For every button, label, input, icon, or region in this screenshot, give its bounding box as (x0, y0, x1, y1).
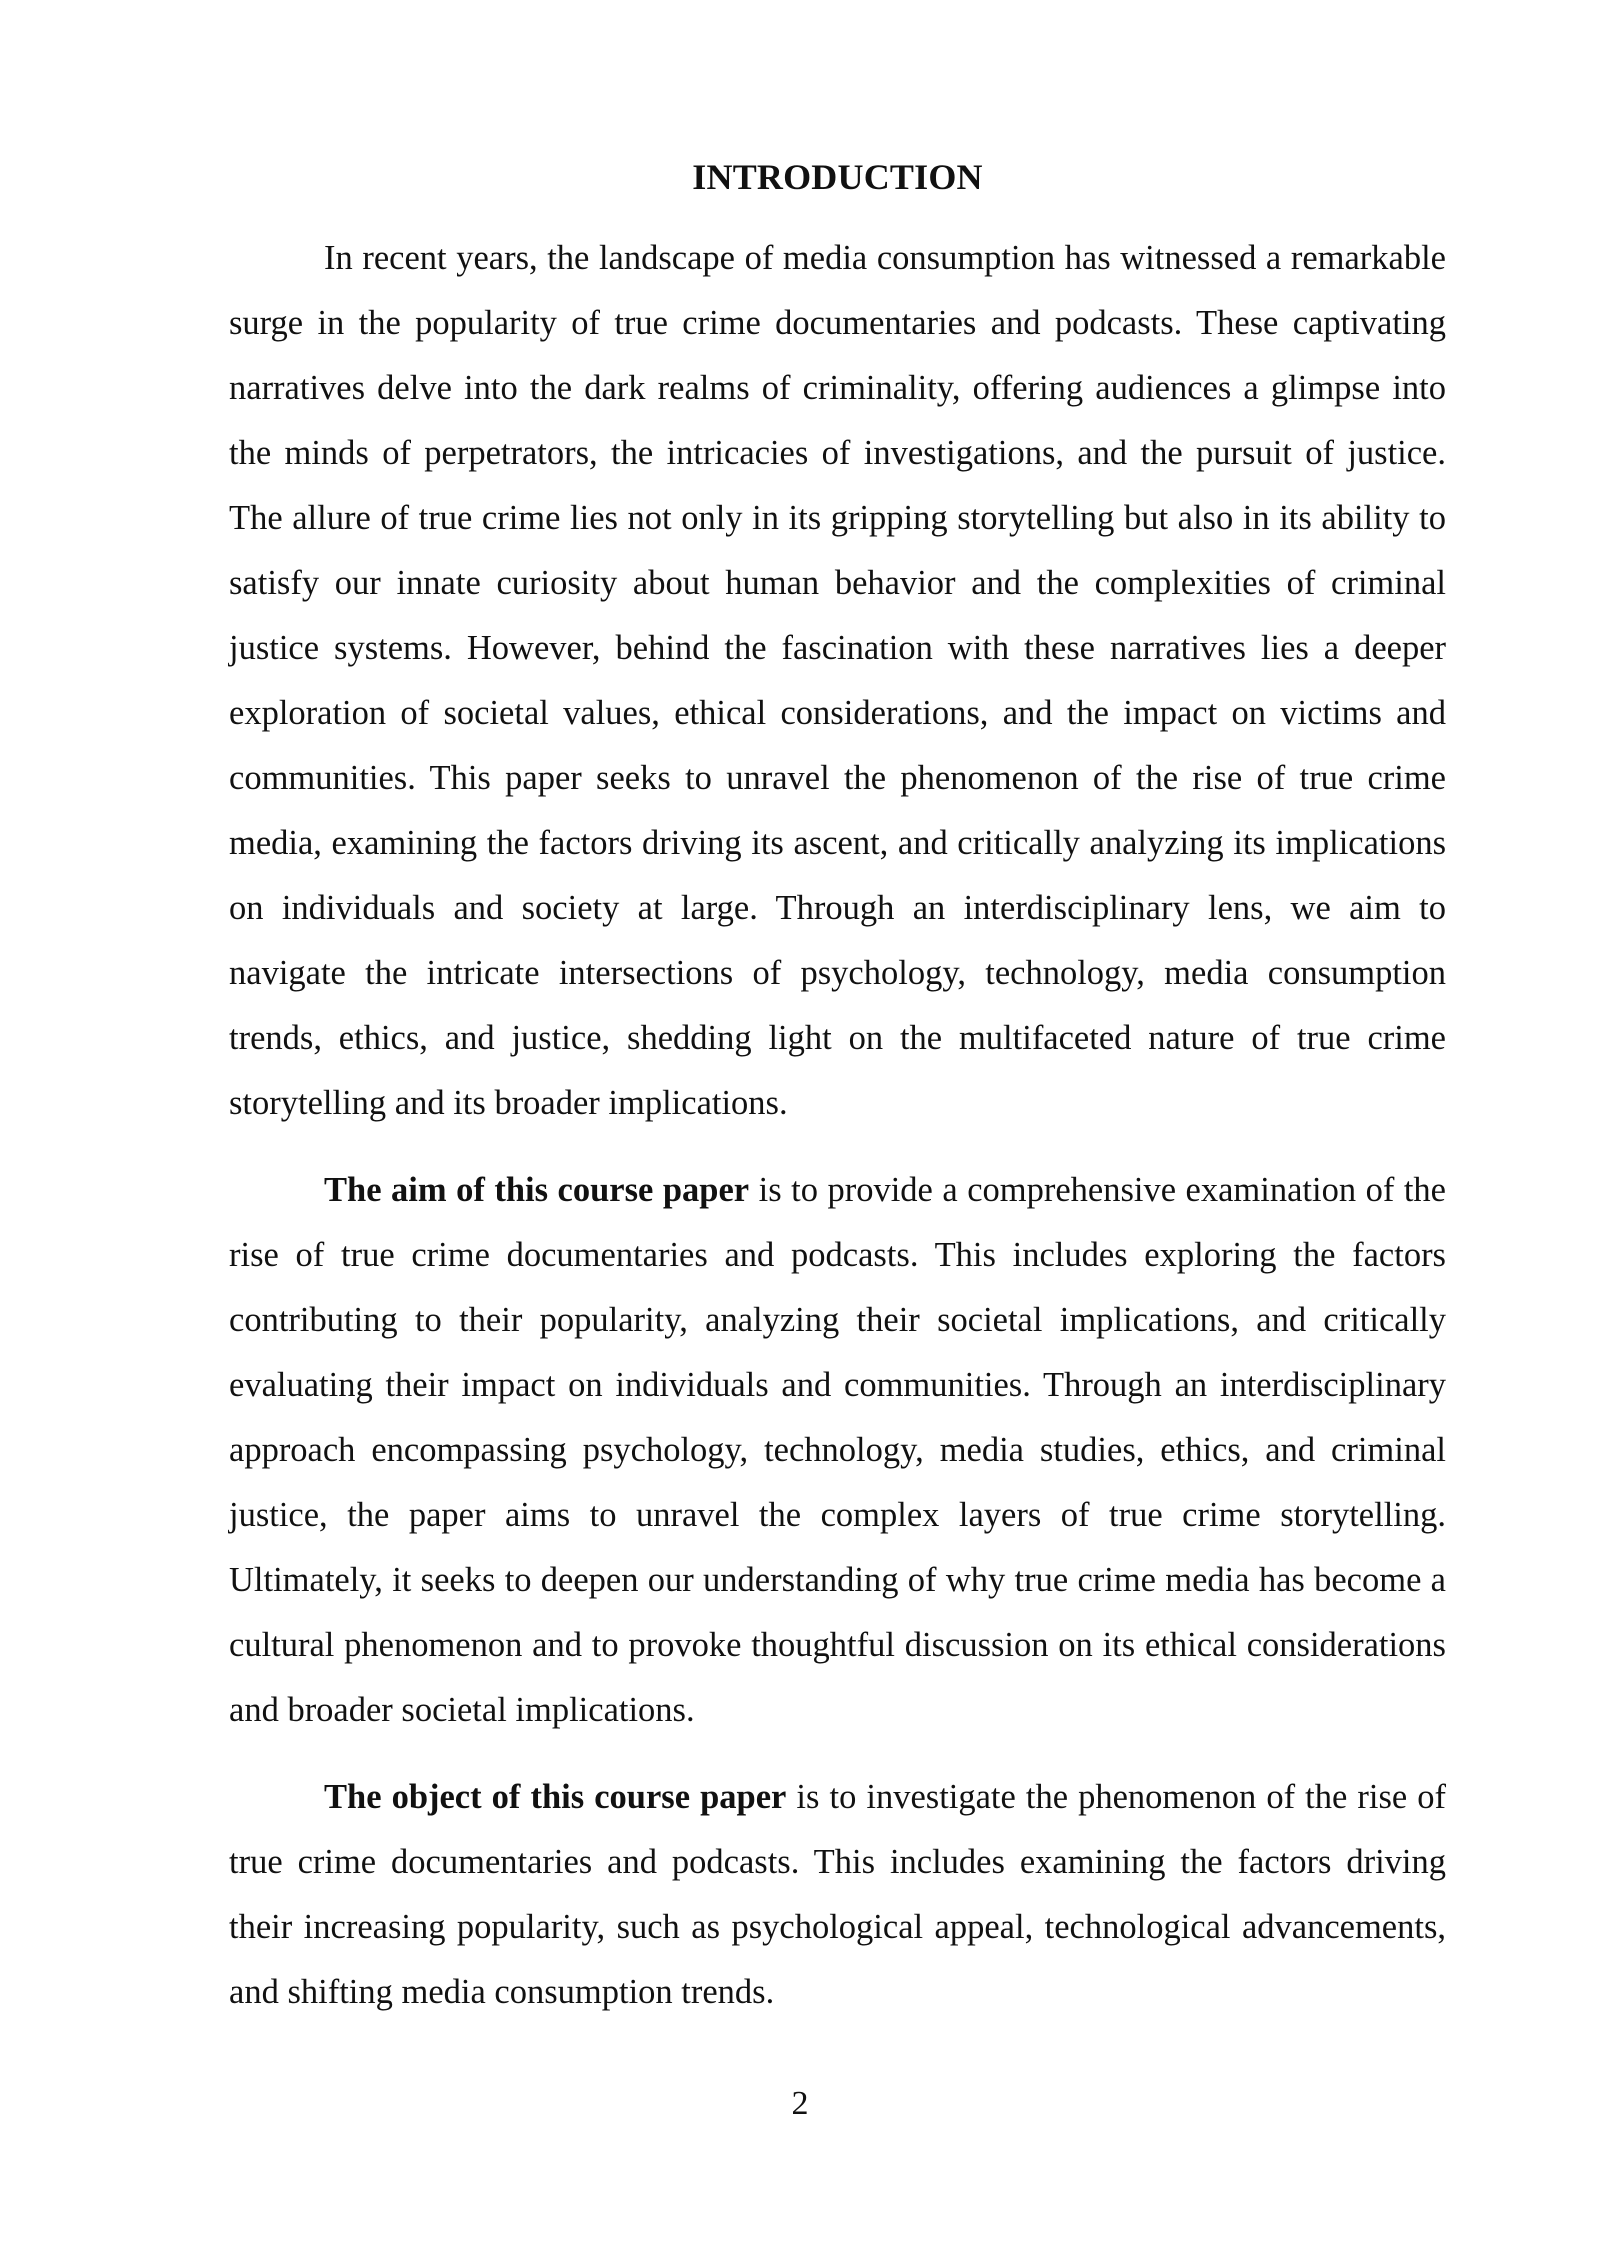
page-number: 2 (791, 2085, 809, 2122)
paragraph-aim-text: is to provide a comprehensive examination of the rise of true crime documentaries and podcasts. This includes exploring the factors contributing to their popularity, analyzing their societal implications, and critically evaluating their impact on individuals and communities. Through an interdisciplinary approach encompassing psychology, technology, media studies, ethics, and criminal justice, the paper aims to unravel the complex layers of true crime storytelling. Ultimately, it seeks to deepen our understanding of why true crime media has become a cultural phenomenon and to provoke thoughtful discussion on its ethical considerations and broader societal implications. (229, 1171, 1446, 1729)
page-content (229, 148, 1446, 2025)
paragraph-aim-lead: The aim of this course paper (324, 1171, 750, 1209)
paragraph-aim (229, 1158, 1446, 1743)
paragraph-intro-text: In recent years, the landscape of media consumption has witnessed a remarkable surge in the popularity of true crime documentaries and podcasts. These captivating narratives delve into the dark realms of criminality, offering audiences a glimpse into the minds of perpetrators, the intricacies of investigations, and the pursuit of justice. The allure of true crime lies not only in its gripping storytelling but also in its ability to satisfy our innate curiosity about human behavior and the complexities of criminal justice systems. However, behind the fascination with these narratives lies a deeper exploration of societal values, ethical considerations, and the impact on victims and communities. This paper seeks to unravel the phenomenon of the rise of true crime media, examining the factors driving its ascent, and critically analyzing its implications on individuals and society at large. Through an interdisciplinary lens, we aim to navigate the intricate intersections of psychology, technology, media consumption trends, ethics, and justice, shedding light on the multifaceted nature of true crime storytelling and its broader implications. (229, 239, 1446, 1122)
paragraph-intro (229, 226, 1446, 1136)
paragraph-object (229, 1765, 1446, 2025)
paragraph-object-lead: The object of this course paper (324, 1778, 787, 1816)
paragraph-object-text: is to investigate the phenomenon of the rise of true crime documentaries and podcasts. This includes examining the factors driving their increasing popularity, such as psychological appeal, technological advancements, and shifting media consumption trends. (229, 1778, 1446, 2011)
section-heading: INTRODUCTION (692, 157, 983, 197)
